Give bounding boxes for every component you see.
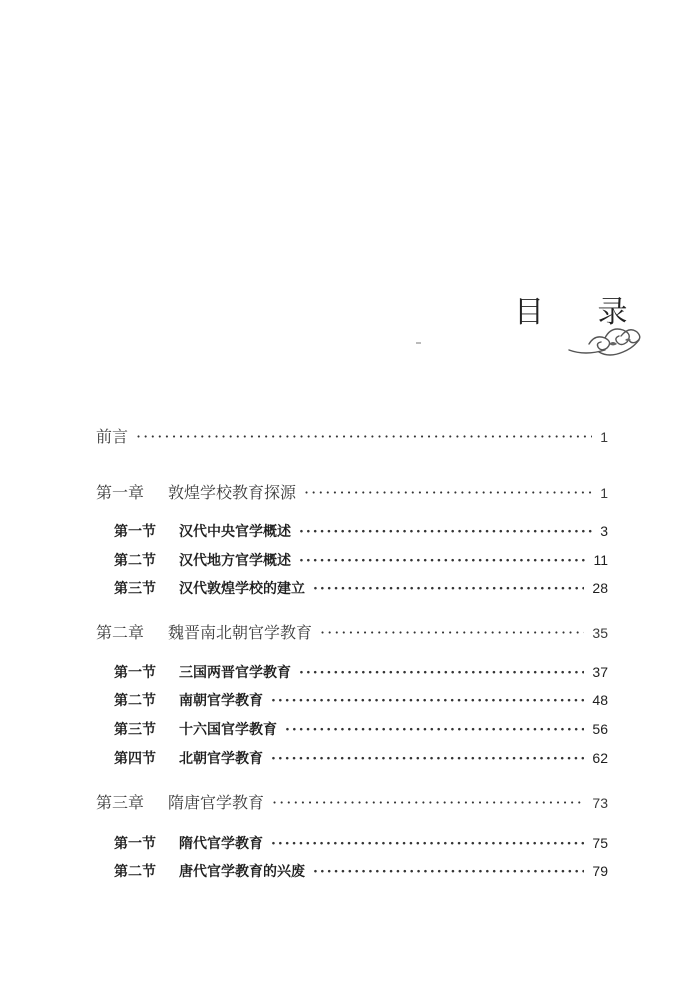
dot-leader — [304, 483, 592, 502]
page-number: 56 — [592, 721, 608, 737]
section-title: 汉代敦煌学校的建立 — [179, 581, 305, 597]
toc-entry-section[interactable] — [114, 578, 608, 598]
section-title: 汉代地方官学概述 — [179, 553, 291, 569]
section-title: 北朝官学教育 — [179, 751, 263, 767]
dot-leader — [313, 864, 584, 880]
toc-entry-section[interactable] — [114, 833, 608, 853]
page-number: 37 — [592, 664, 608, 680]
section-number: 第三节 — [114, 581, 156, 597]
toc-entry-section[interactable] — [114, 521, 608, 541]
section-title: 汉代中央官学概述 — [179, 524, 291, 540]
section-title: 隋代官学教育 — [179, 836, 263, 852]
toc-entry-preface[interactable] — [96, 424, 608, 447]
page-number: 79 — [592, 863, 608, 879]
page-number: 3 — [600, 523, 608, 539]
section-title: 南朝官学教育 — [179, 693, 263, 709]
section-title: 三国两晋官学教育 — [179, 665, 291, 681]
section-number: 第四节 — [114, 751, 156, 767]
section-number: 第二节 — [114, 693, 156, 709]
section-title: 唐代官学教育的兴废 — [179, 864, 305, 880]
chapter-title: 敦煌学校教育探源 — [168, 483, 297, 502]
chapter-title: 隋唐官学教育 — [168, 793, 265, 812]
dot-leader — [313, 581, 584, 597]
page-number: 35 — [592, 625, 608, 641]
toc-entry-section[interactable] — [114, 719, 608, 739]
preface-label: 前言 — [96, 427, 129, 446]
page-number: 11 — [593, 552, 608, 568]
page-title: 目 录 — [514, 295, 650, 330]
toc-entry-section[interactable] — [114, 550, 608, 570]
dot-leader — [271, 751, 584, 767]
chapter-title: 魏晋南北朝官学教育 — [168, 623, 313, 642]
dot-leader — [285, 722, 584, 738]
page-number: 1 — [600, 429, 608, 445]
page-number: 1 — [600, 485, 608, 501]
chapter-number: 第三章 — [96, 793, 145, 812]
dot-leader — [272, 793, 584, 812]
section-number: 第三节 — [114, 722, 156, 738]
toc-entry-chapter[interactable] — [96, 620, 608, 643]
page-number: 62 — [592, 750, 608, 766]
toc-entry-chapter[interactable] — [96, 480, 608, 503]
dot-leader — [299, 553, 585, 569]
toc-entry-section[interactable] — [114, 690, 608, 710]
chapter-number: 第一章 — [96, 483, 145, 502]
page-number: 73 — [592, 795, 608, 811]
toc-entry-section[interactable] — [114, 748, 608, 768]
chapter-number: 第二章 — [96, 623, 145, 642]
page-number: 75 — [592, 835, 608, 851]
section-number: 第二节 — [114, 864, 156, 880]
page-number: 48 — [592, 692, 608, 708]
section-number: 第一节 — [114, 665, 156, 681]
dot-leader — [299, 665, 584, 681]
dot-leader — [136, 427, 592, 446]
dot-leader — [271, 693, 584, 709]
section-number: 第二节 — [114, 553, 156, 569]
section-number: 第一节 — [114, 836, 156, 852]
section-number: 第一节 — [114, 524, 156, 540]
dot-leader — [299, 524, 592, 540]
toc-entry-chapter[interactable] — [96, 790, 608, 813]
section-title: 十六国官学教育 — [179, 722, 277, 738]
dot-leader — [271, 836, 584, 852]
toc-entry-section[interactable] — [114, 861, 608, 881]
page-number: 28 — [592, 580, 608, 596]
dot-leader — [320, 623, 584, 642]
toc-entry-section[interactable] — [114, 662, 608, 682]
